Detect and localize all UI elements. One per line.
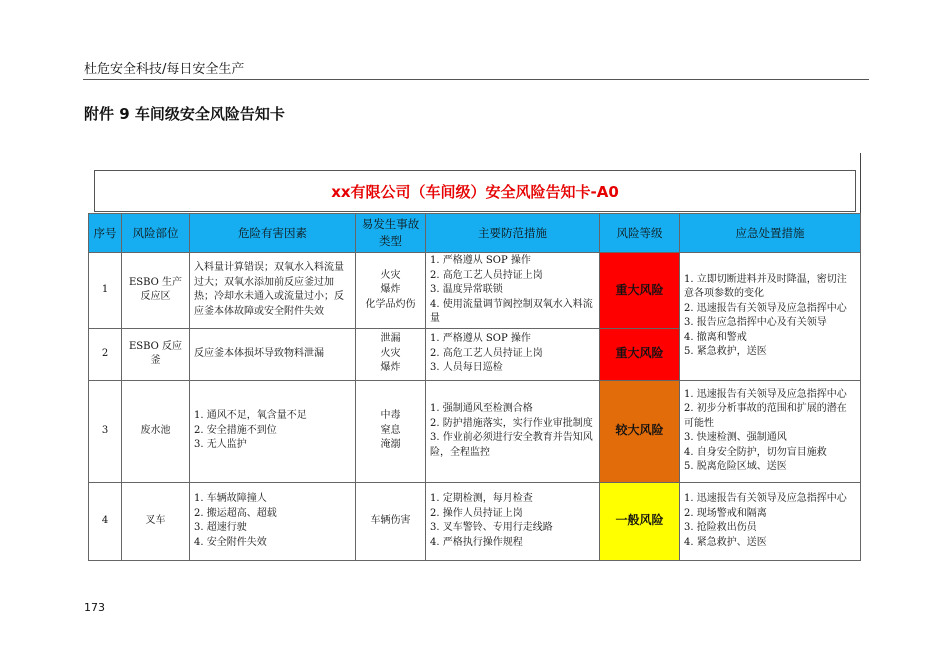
row-no: 2 <box>89 328 122 380</box>
accident-type-line: 泄漏 <box>380 333 401 345</box>
header-divider <box>83 79 869 80</box>
risk-level-badge: 较大风险 <box>615 423 664 438</box>
accident-type-line: 中毒 <box>380 410 401 422</box>
measure-line: 2. 高危工艺人员持证上岗 <box>430 269 543 281</box>
risk-level-cell <box>600 380 680 482</box>
emergency-line: 2. 初步分析事故的范围和扩展的潜在可能性 <box>684 403 847 429</box>
row-no: 4 <box>89 482 122 560</box>
emergency-line: 5. 紧急救护，送医 <box>684 346 767 358</box>
row-emergency <box>680 380 861 482</box>
emergency-line: 4. 自身安全防护，切勿盲目施救 <box>684 446 827 458</box>
row-measures <box>426 380 600 482</box>
emergency-line: 4. 紧急救护、送医 <box>684 536 767 548</box>
row-accident-types <box>356 380 426 482</box>
card-title: xx有限公司（车间级）安全风险告知卡-A0 <box>94 170 856 212</box>
emergency-line: 1. 迅速报告有关领导及应急指挥中心 <box>684 388 847 400</box>
row-location: ESBO 生产反应区 <box>122 253 190 329</box>
header-emergency: 应急处置措施 <box>680 214 861 253</box>
risk-level-cell <box>600 482 680 560</box>
document-source-header: 杜危安全科技/每日安全生产 <box>84 62 245 77</box>
measure-line: 3. 人员每日巡检 <box>430 362 503 374</box>
measure-line: 4. 使用流量调节阀控制双氧水入料流量 <box>430 298 593 324</box>
emergency-line: 2. 迅速报告有关领导及应急指挥中心 <box>684 302 847 314</box>
accident-type-line: 火灾 <box>380 269 401 281</box>
row-emergency <box>680 482 861 560</box>
accident-type-line: 淹溺 <box>380 439 401 451</box>
hazard-line: 1. 通风不足，氧含量不足 <box>194 410 307 422</box>
measure-line: 1. 严格遵从 SOP 操作 <box>430 255 531 266</box>
appendix-title: 附件 9 车间级安全风险告知卡 <box>84 105 285 123</box>
table-row <box>89 380 861 482</box>
row-hazards <box>190 380 356 482</box>
header-no: 序号 <box>89 214 122 253</box>
measure-line: 2. 高危工艺人员持证上岗 <box>430 347 543 359</box>
row-no: 3 <box>89 380 122 482</box>
emergency-line: 5. 脱离危险区域、送医 <box>684 461 787 472</box>
hazard-line: 入料量计算错误；双氧水入料流量过大；双氧水添加前反应釜过加热；冷却水未通入或流量过小；反应釜本体故障或安全附件失效 <box>194 262 344 317</box>
row-accident-types <box>356 328 426 380</box>
accident-type-line: 火灾 <box>380 347 401 359</box>
header-accident-type: 易发生事故类型 <box>356 214 426 253</box>
accident-type-line: 化学品灼伤 <box>365 298 416 310</box>
table-header-row <box>89 214 861 253</box>
emergency-line: 3. 快速检测、强制通风 <box>684 432 787 443</box>
measure-line: 3. 叉车警铃、专用行走线路 <box>430 522 553 533</box>
measure-line: 4. 严格执行操作规程 <box>430 536 523 548</box>
row-location: ESBO 反应釜 <box>122 328 190 380</box>
hazard-line: 1. 车辆故障撞人 <box>194 493 267 504</box>
emergency-line: 3. 报告应急指挥中心及有关领导 <box>684 317 827 329</box>
page-number: 173 <box>84 601 105 614</box>
risk-notice-table <box>88 213 861 561</box>
header-risk-level: 风险等级 <box>600 214 680 253</box>
row-hazards <box>190 482 356 560</box>
row-hazards <box>190 253 356 329</box>
accident-type-line: 爆炸 <box>380 284 401 295</box>
row-accident-types <box>356 482 426 560</box>
measure-line: 1. 严格遵从 SOP 操作 <box>430 333 531 345</box>
row-no: 1 <box>89 253 122 329</box>
measure-line: 2. 操作人员持证上岗 <box>430 507 523 519</box>
measure-line: 1. 定期检测，每月检查 <box>430 493 533 504</box>
measure-line: 3. 温度异常联锁 <box>430 284 503 295</box>
row-hazards <box>190 328 356 380</box>
row-emergency-shared <box>680 253 861 381</box>
header-location: 风险部位 <box>122 214 190 253</box>
table-row <box>89 253 861 329</box>
hazard-line: 2. 安全措施不到位 <box>194 424 277 436</box>
risk-level-badge: 重大风险 <box>615 346 664 361</box>
risk-level-cell <box>600 253 680 329</box>
accident-type-line: 车辆伤害 <box>370 514 411 526</box>
accident-type-line: 窒息 <box>380 424 401 436</box>
emergency-line: 4. 撤离和警戒 <box>684 331 747 343</box>
measure-line: 1. 强制通风至检测合格 <box>430 403 533 414</box>
hazard-line: 3. 无人监护 <box>194 439 247 451</box>
header-hazards: 危险有害因素 <box>190 214 356 253</box>
risk-level-badge: 一般风险 <box>615 513 664 528</box>
emergency-line: 3. 抢险救出伤员 <box>684 522 757 533</box>
hazard-line: 3. 超速行驶 <box>194 522 247 533</box>
hazard-line: 2. 搬运超高、超载 <box>194 507 277 519</box>
risk-level-badge: 重大风险 <box>615 282 664 297</box>
row-location: 叉车 <box>122 482 190 560</box>
measure-line: 2. 防护措施落实，实行作业审批制度 <box>430 417 593 429</box>
row-location: 废水池 <box>122 380 190 482</box>
row-measures <box>426 482 600 560</box>
hazard-line: 4. 安全附件失效 <box>194 536 267 548</box>
emergency-line: 1. 迅速报告有关领导及应急指挥中心 <box>684 493 847 504</box>
emergency-line: 1. 立即切断进料并及时降温，密切注意各项参数的变化 <box>684 273 847 300</box>
risk-level-cell <box>600 328 680 380</box>
hazard-line: 反应釜本体损坏导致物料泄漏 <box>194 347 324 359</box>
header-measures: 主要防范措施 <box>426 214 600 253</box>
table-row <box>89 482 861 560</box>
row-measures <box>426 328 600 380</box>
row-measures <box>426 253 600 329</box>
emergency-line: 2. 现场警戒和隔离 <box>684 507 767 519</box>
measure-line: 3. 作业前必须进行安全教育并告知风险，全程监控 <box>430 432 593 458</box>
row-accident-types <box>356 253 426 329</box>
accident-type-line: 爆炸 <box>380 362 401 374</box>
